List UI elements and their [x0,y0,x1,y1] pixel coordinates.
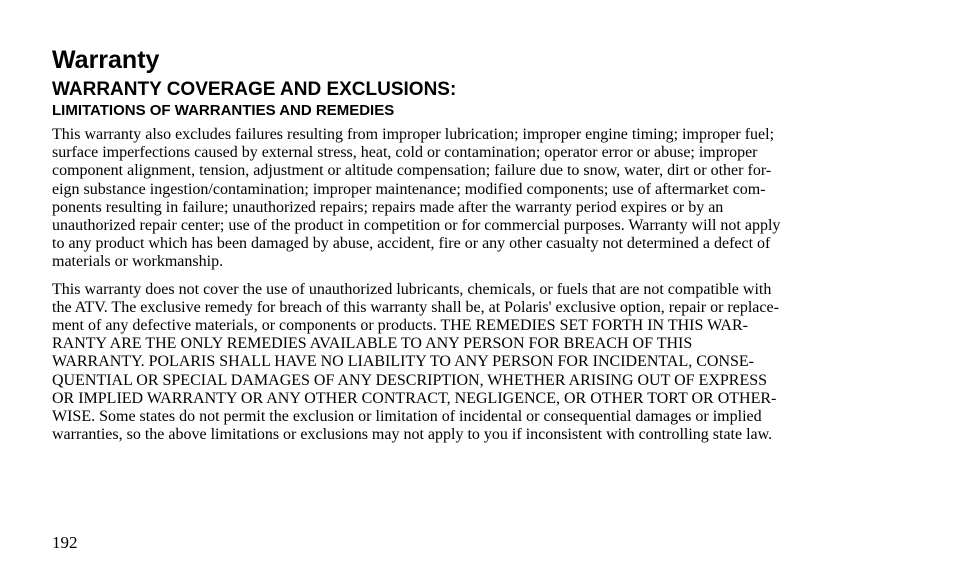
text-line: unauthorized repair center; use of the product in competition or for commercial purposes. Warranty will not apply [52,217,781,235]
text-line: ment of any defective materials, or components or products. THE REMEDIES SET FORTH IN THIS WAR- [52,317,748,335]
text-line: WISE. Some states do not permit the exclusion or limitation of incidental or consequential damages or implied [52,408,762,426]
document-page [52,46,892,444]
paragraph-remedies [52,281,892,445]
text-line: This warranty also excludes failures resulting from improper lubrication; improper engine timing; improper fuel; [52,126,775,143]
text-line: This warranty does not cover the use of unauthorized lubricants, chemicals, or fuels that are not compatible with [52,280,772,298]
text-line: the ATV. The exclusive remedy for breach of this warranty shall be, at Polaris' exclusive option, repair or replace- [52,298,779,316]
text-line: surface imperfections caused by external stress, heat, cold or contamination; operator error or abuse; improper [52,144,758,162]
text-line: materials or workmanship. [52,253,224,271]
text-line: eign substance ingestion/contamination; improper maintenance; modified components; use of aftermarket com- [52,180,766,198]
page-number: 192 [52,533,78,552]
text-line: warranties, so the above limitations or exclusions may not apply to you if inconsistent with controlling state law. [52,426,773,444]
text-line: RANTY ARE THE ONLY REMEDIES AVAILABLE TO ANY PERSON FOR BREACH OF THIS [52,335,693,353]
text-line: WARRANTY. POLARIS SHALL HAVE NO LIABILITY TO ANY PERSON FOR INCIDENTAL, CONSE- [52,353,754,371]
page-title: Warranty [52,46,160,74]
text-line: ponents resulting in failure; unauthorized repairs; repairs made after the warranty period expires or by an [52,198,724,216]
sub-heading: LIMITATIONS OF WARRANTIES AND REMEDIES [52,102,395,119]
text-line: to any product which has been damaged by abuse, accident, fire or any other casualty not determined a defect of [52,235,771,253]
text-line: component alignment, tension, adjustment or altitude compensation; failure due to snow, water, dirt or other for- [52,162,772,180]
text-line: OR IMPLIED WARRANTY OR ANY OTHER CONTRACT, NEGLIGENCE, OR OTHER TORT OR OTHER- [52,389,777,407]
paragraph-exclusions [52,126,892,272]
section-heading: WARRANTY COVERAGE AND EXCLUSIONS: [52,79,457,100]
text-line: QUENTIAL OR SPECIAL DAMAGES OF ANY DESCRIPTION, WHETHER ARISING OUT OF EXPRESS [52,371,768,389]
